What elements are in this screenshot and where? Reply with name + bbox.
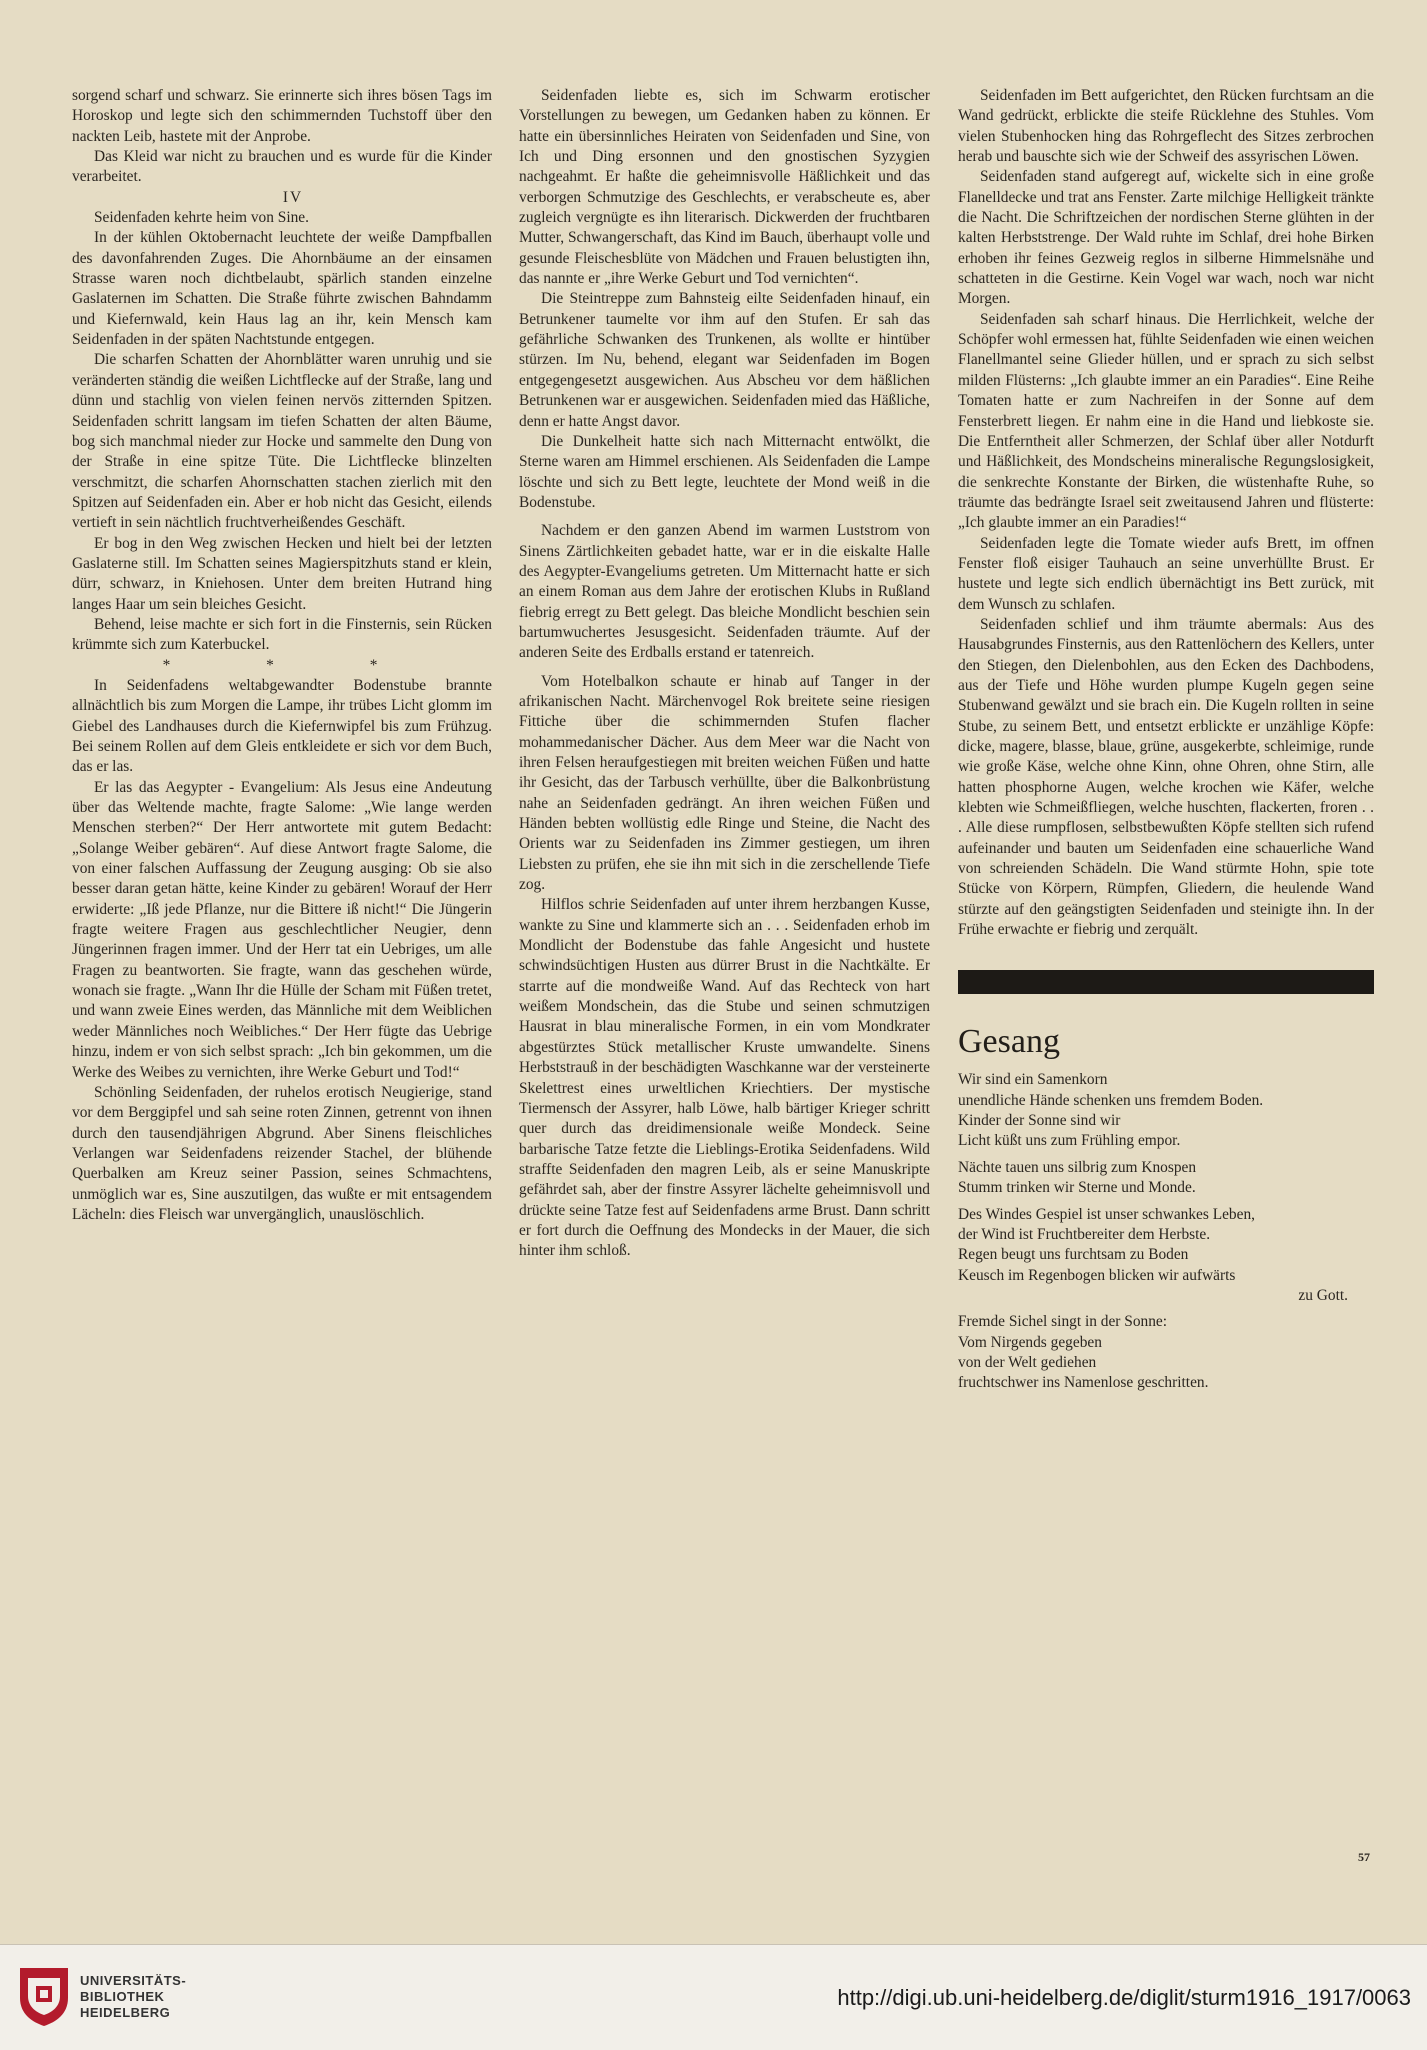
poem-line: Regen beugt uns furchtsam zu Boden [958,1246,1189,1264]
paragraph: Seidenfaden liebte es, sich im Schwarm erotischer Vorstellungen zu bewegen, um Gedanken haben zu können. Er hatte ein übersinnliches Heiraten von Seidenfaden und Sine, von Ich und Ding ersonnen und den gnostischen Syzygien nachgeahmt. Er haßte die geheimnisvolle Häßlichkeit und das verborgen Schmutzige des Geschlechts, er verabscheute es, aber zugleich vergnügte es ihn literarisch. Dickwerden der fruchtbaren Mutter, Schwangerschaft, das Kind im Bauch, überhaupt volle und gesunde Fleischesblüte von Mädchen und Frauen belustigten ihn, das nannte er „ihre Werke Geburt und Tod vernichten“. [519,87,930,288]
paragraph: Die Steintreppe zum Bahnsteig eilte Seidenfaden hinauf, ein Betrunkener taumelte vor ihm auf den Stufen. Er sah das gefährliche Schwanken des Trunkenen, als wollte er hintüber stürzen. Im Nu, behend, elegant war Seidenfaden im Bogen entgegengesetzt ausgewichen. Aus Abscheu vor dem häßlichen Betrunkenen war er ausgewichen. Seidenfaden mied das Häßliche, denn er hatte Angst davor. [519,290,930,430]
paragraph: Die scharfen Schatten der Ahornblätter waren unruhig und sie veränderten ständig die weißen Lichtflecke auf der Straße, lang und dünn und stachlig von vielen feinen nervös zitternden Spitzen. Seidenfaden schritt langsam im tiefen Schatten der alten Bäume, bog sich manchmal nieder zur Hocke und sammelte den Dung von der Straße in eine spitze Tüte. Die Lichtflecke blinzelten verschmitzt, die scharfen Ahornschatten stachen zierlich mit den Spitzen auf Seidenfaden ein. Aber er hob nicht das Gesicht, eilends vertieft in sein nächtlich fruchtverheißendes Geschäft. [72,351,492,532]
library-footer [0,1944,1427,2050]
text-column-middle [519,86,930,1262]
paragraph: Vom Hotelbalkon schaute er hinab auf Tanger in der afrikanischen Nacht. Märchenvogel Rok breitete seine riesigen Fittiche über die schimmernden Stufen flacher mohammedanischer Dächer. Aus dem Meer war die Nacht von ihren Felsen heraufgestiegen mit breiten weichen Füßen und hatte ihr Gesicht, das der Tarbusch verhüllte, über die Balkonbrüstung nahe an Seidenfaden gedrängt. An ihren weichen Füßen und Händen bebten wollüstig edle Ringe und Steine, die Nacht des Orients war zu Seidenfaden ins Zimmer gestiegen, um ihren Liebsten zu prüfen, ehe sie ihn mit sich in die zerschellende Tiefe zog. [519,672,930,894]
poem-line: Licht küßt uns zum Frühling empor. [958,1132,1181,1150]
section-divider-stars: * * * [162,656,424,674]
text-column-left [72,86,492,1225]
paragraph: Die Dunkelheit hatte sich nach Mitternacht entwölkt, die Sterne waren am Himmel erschienen. Als Seidenfaden die Lampe löschte und sich zu Bett legte, leuchtete der Mond weiß in die Bodenstube. [519,432,930,511]
paragraph: Hilflos schrie Seidenfaden auf unter ihrem herzbangen Kusse, wankte zu Sine und klammerte sich an . . . Seidenfaden erhob im Mondlicht der Bodenstube das fahle Angesicht und hustete schwindsüchtigen Husten aus dürrer Brust in die Nachtkälte. Er starrte auf die mondweiße Wand. Auf das Rechteck von hart weißem Mondschein, das die Stube und seinen schmutzigen Hausrat in blau mineralische Formen, in ein vom Mondkrater abgestürztes Stück metallischer Kruste umwandelte. Sinens Herbststrauß in der beschädigten Waschkanne war der versteinerte Skelettrest eines urweltlichen Kriechtiers. Der mystische Tiermensch der Assyrer, halb Löwe, halb bärtiger Krieger schritt quer durch das dreidimensionale weiße Mondeck. Seine barbarische Tatze fetzte die Lieblings-Erotika Seidenfadens. Wild straffte Seidenfaden den magren Leib, als er seine Manuskripte gefährdet sah, aber der finstre Assyrer lächelte geheimnisvoll und drückte seine Tatze fest auf Seidenfadens arme Brust. Dann schritt er fort durch die Oeffnung des Mondecks in der Mauer, die sich hinter ihm schloß. [519,896,930,1260]
library-name-line: UNIVERSITÄTS- [80,1973,187,1988]
library-name-line: BIBLIOTHEK [80,1989,165,2004]
paragraph: Seidenfaden schlief und ihm träumte abermals: Aus des Hausabgrundes Finsternis, aus den Rattenlöchern des Kellers, unter den Stiegen, den Dielenbohlen, aus den Ecken des Dachbodens, aus der Tiefe und Höhe wurden plumpe Kugeln gegen seine Stubenwand gewälzt und sie brach ein. Die Kugeln rollten in seine Stube, zu seinem Bett, und entsetzt erblickte er unzählige Köpfe: dicke, magere, blasse, blaue, grüne, ausgekerbte, schleimige, runde wie große Käse, welche ohne Kinn, ohne Ohren, ohne Stirn, alle hatten phosphorne Augen, welche krochen wie Käfer, welche klebten wie Schmeißfliegen, welche huschten, flackerten, froren . . . Alle diese rumpflosen, selbstbewußten Köpfe stellten sich rufend aufeinander und bauten um Seidenfaden eine schauerliche Wand von schreienden Schädeln. Die Wand stürmte Hohn, spie tote Stücke von Körpern, Rümpfen, Gliedern, die heulende Wand stürzte auf den geängstigten Seidenfaden und steinigte ihn. In der Frühe erwachte er fiebrig und zerquält. [958,615,1374,939]
paragraph: Nachdem er den ganzen Abend im warmen Luststrom von Sinens Zärtlichkeiten gebadet hatte, war er in die eiskalte Halle des Aegypter-Evangeliums getreten. Um Mitternacht hatte er sich an einem Roman aus dem Jahre der erotischen Klubs in Rußland fiebrig erregt zu Bett gelegt. Das bleiche Mondlicht beschien sein bartumwuchertes Jesusgesicht. Seidenfaden träumte. Auf der anderen Seite des Erdballs erstand er tatenreich. [519,522,930,662]
paragraph: Schönling Seidenfaden, der ruhelos erotisch Neugierige, stand vor dem Berggipfel und sah seine roten Zinnen, getrennt von ihnen durch den tausendjährigen Abgrund. Aber Sinens fleischliches Verlangen war Seidenfadens reizender Stachel, der blühende Querbalken am Kreuz seiner Passion, seines Schmachtens, unmöglich war es, Sine auszutilgen, das wußte er mit entsagendem Lächeln: dies Fleisch war unvergänglich, unauslöschlich. [72,1083,492,1223]
paragraph: Er bog in den Weg zwischen Hecken und hielt bei der letzten Gaslaterne still. Im Schatten seines Magierspitzhuts stand er klein, dürr, schwarz, in Kniehosen. Unter dem breiten Hutrand hing langes Haar um sein bleiches Gesicht. [72,534,492,613]
paragraph: In der kühlen Oktobernacht leuchtete der weiße Dampfballen des davonfahrenden Zuges. Die Ahornbäume an der einsamen Strasse waren noch dichtbelaubt, spärlich standen einzelne Gaslaternen im Schatten. Die Straße führte zwischen Bahndamm und Kiefernwald, kein Haus lag an ihr, kein Mensch kam Seidenfaden in der späten Nachtstunde entgegen. [72,229,492,349]
library-name-line: HEIDELBERG [80,2005,171,2020]
poem-line: von der Welt gediehen [958,1353,1097,1371]
poem-line: Stumm trinken wir Sterne und Monde. [958,1179,1196,1197]
source-url-link[interactable]: http://digi.ub.uni-heidelberg.de/diglit/sturm1916_1917/0063 [837,1985,1411,2010]
text-column-right [958,86,1374,1400]
paragraph: sorgend scharf und schwarz. Sie erinnerte sich ihres bösen Tags im Horoskop und legte sich den schimmernden Tuchstoff über den nackten Leib, hastete mit der Anprobe. [72,87,492,145]
poem-line: zu Gott. [1298,1286,1348,1304]
paragraph: Seidenfaden stand aufgeregt auf, wickelte sich in eine große Flanelldecke und trat ans Fenster. Zarte milchige Helligkeit tränkte die Nacht. Die Schriftzeichen der nordischen Sterne glühten in der kalten Herbststrenge. Der Wald ruhte im Schlaf, drei hohe Birken erhoben ihr feines Gezweig reglos in silberne Himmelsnähe und schatteten in die Gestirne. Kein Vogel war wach, noch war nicht Morgen. [958,168,1374,308]
paragraph: Seidenfaden legte die Tomate wieder aufs Brett, im offnen Fenster floß eisiger Tauhauch an seine unverhüllte Brust. Er hustete und legte sich endlich übernächtigt ins Bett zurück, mit dem Wunsch zu schlafen. [958,534,1374,613]
paragraph: Er las das Aegypter - Evangelium: Als Jesus eine Andeutung über das Weltende machte, fragte Salome: „Wie lange werden Menschen sterben?“ Der Herr antwortete mit gutem Bedacht: „Solange Weiber gebären“. Auf diese Antwort fragte Salome, die von einer falschen Auffassung der Zeugung ausging: Ob sie also besser daran getan hätte, keine Kinder zu gebären! Worauf der Herr erwiderte: „Iß jede Pflanze, nur die Bittere iß nicht!“ Die Jüngerin fragte weitere Fragen aus geschlechtlicher Neugier, denn Jüngerinnen fragen immer. Und der Herr tat ein Uebriges, um alle Fragen zu beantworten. Sie fragte, wann das geschehen würde, wonach sie fragte. „Wann Ihr die Hülle der Scham mit Füßen tretet, und wann zweie Eines werden, das Männliche mit dem Weiblichen weder Männliches noch Weibliches.“ Der Herr fügte das Uebrige hinzu, indem er von sich selbst sprach: „Ich bin gekommen, um die Werke des Weibes zu vernichten, ihre Werke Geburt und Tod!“ [72,778,492,1081]
poem-stanza [958,1312,1374,1393]
paragraph: Seidenfaden im Bett aufgerichtet, den Rücken furchtsam an die Wand gedrückt, erblickte die steife Rücklehne des Stuhles. Vom vielen Stubenhocken hing das Rohrgeflecht des Sitzes zerbrochen herab und bauschte sich wie der Schweif des assyrischen Löwen. [958,87,1374,166]
horizontal-rule [958,970,1374,994]
university-seal-icon[interactable] [16,1964,72,2028]
poem-line: fruchtschwer ins Namenlose geschritten. [958,1374,1209,1392]
paragraph: Das Kleid war nicht zu brauchen und es wurde für die Kinder verarbeitet. [72,148,492,186]
poem-line: Nächte tauen uns silbrig zum Knospen [958,1158,1197,1176]
poem-line: Keusch im Regenbogen blicken wir aufwärts [958,1266,1236,1284]
paragraph: Seidenfaden kehrte heim von Sine. [94,209,309,227]
library-name[interactable] [80,1973,186,2021]
poem-line: Des Windes Gespiel ist unser schwankes Leben, [958,1205,1256,1223]
paragraph: In Seidenfadens weltabgewandter Bodenstube brannte allnächtlich bis zum Morgen die Lampe, ihr trübes Licht glomm im Giebel des Landhauses durch die Kiefernwipfel bis zum Frühzug. Bei seinem Rollen auf dem Gleis entkleidete er sich vor dem Buch, das er las. [72,676,492,776]
poem-line: Kinder der Sonne sind wir [958,1112,1121,1130]
poem-title: Gesang [958,1023,1060,1061]
poem-line: Vom Nirgends gegeben [958,1333,1102,1351]
poem [958,1022,1374,1393]
section-heading: IV [282,188,304,206]
paragraph: Behend, leise machte er sich fort in die Finsternis, sein Rücken krümmte sich zum Katerbuckel. [72,615,492,654]
poem-stanza [958,1205,1374,1307]
poem-line: der Wind ist Fruchtbereiter dem Herbste. [958,1225,1211,1243]
page-number: 57 [1358,1850,1370,1864]
poem-stanza [958,1070,1374,1151]
poem-stanza [958,1158,1374,1199]
poem-line: unendliche Hände schenken uns fremdem Boden. [958,1091,1264,1109]
poem-line: Fremde Sichel singt in der Sonne: [958,1313,1168,1331]
paragraph: Seidenfaden sah scharf hinaus. Die Herrlichkeit, welche der Schöpfer wohl ermessen hat, fühlte Seidenfaden wie einen weichen Flanellmantel seine Glieder hüllen, und er sprach zu sich selbst milden Flüsterns: „Ich glaubte immer an ein Paradies“. Eine Reihe Tomaten hatte er zum Nachreifen in der Sonne auf dem Fensterbrett liegen. Er nahm eine in die Hand und liebkoste sie. Die Entferntheit aller Schmerzen, der Schlaf über aller Notdurft und Häßlichkeit, des Mondscheins mineralische Regungslosigkeit, die senkrechte Konstante der Birken, die wüstenhafte Ruhe, so träumte das bedrängte Israel seit zweitausend Jahren und flüsterte: „Ich glaubte immer an ein Paradies!“ [958,310,1374,532]
poem-line: Wir sind ein Samenkorn [958,1071,1108,1089]
